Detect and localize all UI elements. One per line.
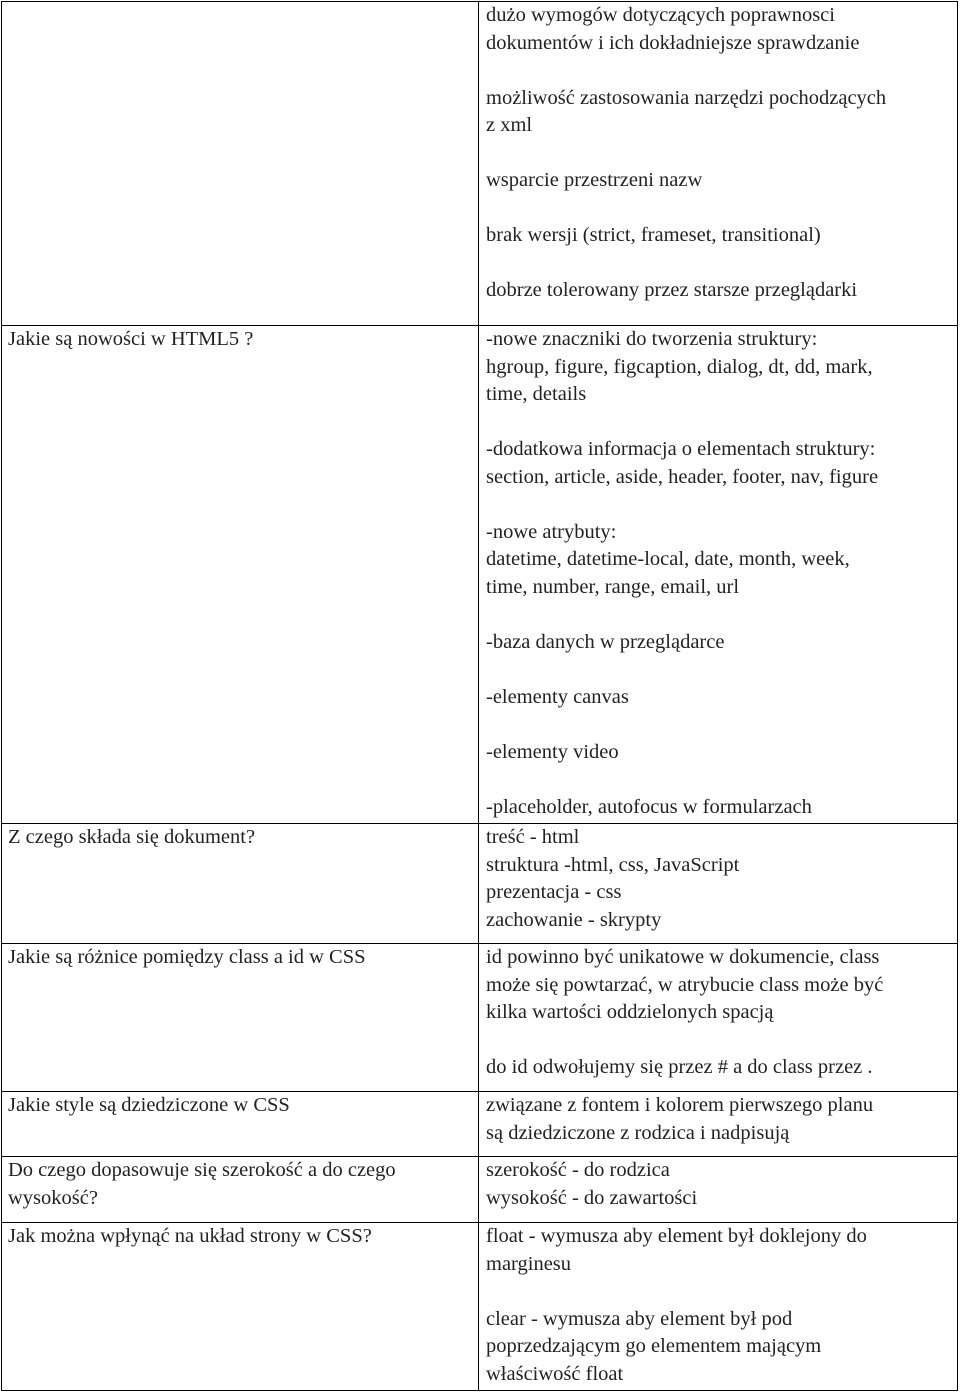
question-text: Jakie są nowości w HTML5 ? (8, 328, 254, 350)
qa-table (1, 1, 958, 1391)
table-row (2, 326, 958, 824)
answer-paragraph: clear - wymusza aby element był pod poprzedzającym go elementem mającym właściwość float (486, 1307, 822, 1385)
question-cell (2, 326, 479, 824)
answer-paragraph: związane z fontem i kolorem pierwszego planu są dziedziczone z rodzica i nadpisują (486, 1094, 874, 1144)
answer-paragraph: float - wymusza aby element był doklejony do marginesu (486, 1225, 867, 1275)
answer-paragraph: -nowe znaczniki do tworzenia struktury: hgroup, figure, figcaption, dialog, dt, dd, mark, time, details (486, 328, 873, 405)
answer-paragraph: -elementy canvas (486, 685, 629, 708)
question-text: Jak można wpłynąć na układ strony w CSS? (8, 1225, 372, 1247)
question-text: Do czego dopasowuje się szerokość a do czego wysokość? (8, 1159, 396, 1209)
answer-paragraph: -nowe atrybuty: datetime, datetime-local, date, month, week, time, number, range, email, url (486, 520, 850, 598)
question-cell (2, 824, 479, 944)
question-cell (2, 944, 479, 1092)
table-row (2, 2, 958, 326)
answer-paragraph: możliwość zastosowania narzędzi pochodzących z xml (486, 86, 887, 136)
table-row (2, 824, 958, 944)
answer-cell (479, 824, 958, 944)
answer-cell (479, 1092, 958, 1157)
question-cell (2, 1092, 479, 1157)
answer-paragraph: brak wersji (strict, frameset, transitional) (486, 224, 821, 246)
table-row (2, 944, 958, 1092)
answer-cell (479, 944, 958, 1092)
answer-paragraph: do id odwołujemy się przez # a do class przez . (486, 1056, 873, 1078)
answer-paragraph: wsparcie przestrzeni nazw (486, 169, 703, 191)
answer-cell (479, 2, 958, 326)
answer-paragraph: -elementy video (486, 740, 619, 763)
table-row (2, 1092, 958, 1157)
answer-paragraph: dobrze tolerowany przez starsze przeglądarki (486, 279, 858, 301)
answer-cell (479, 1157, 958, 1223)
answer-paragraph: szerokość - do rodzica wysokość - do zawartości (486, 1159, 698, 1209)
question-text: Jakie style są dziedziczone w CSS (8, 1094, 290, 1116)
answer-paragraph: -baza danych w przeglądarce (486, 630, 725, 653)
question-cell (2, 1223, 479, 1391)
table-row (2, 1223, 958, 1391)
question-text: Z czego składa się dokument? (8, 826, 256, 848)
answer-cell (479, 326, 958, 824)
answer-paragraph: -dodatkowa informacja o elementach struktury: section, article, aside, header, footer, nav, figure (486, 438, 879, 488)
table-row (2, 1157, 958, 1223)
answer-paragraph: dużo wymogów dotyczących poprawnosci dokumentów i ich dokładniejsze sprawdzanie (486, 4, 860, 54)
answer-paragraph: treść - html struktura -html, css, JavaScript prezentacja - css zachowanie - skrypty (486, 826, 740, 931)
question-cell (2, 1157, 479, 1223)
answer-paragraph: id powinno być unikatowe w dokumencie, class może się powtarzać, w atrybucie class może być kilka wartości oddzielonych spacją (486, 946, 884, 1023)
answer-cell (479, 1223, 958, 1391)
question-text: Jakie są różnice pomiędzy class a id w CSS (8, 946, 366, 968)
answer-paragraph: -placeholder, autofocus w formularzach (486, 795, 812, 818)
question-cell (2, 2, 479, 326)
